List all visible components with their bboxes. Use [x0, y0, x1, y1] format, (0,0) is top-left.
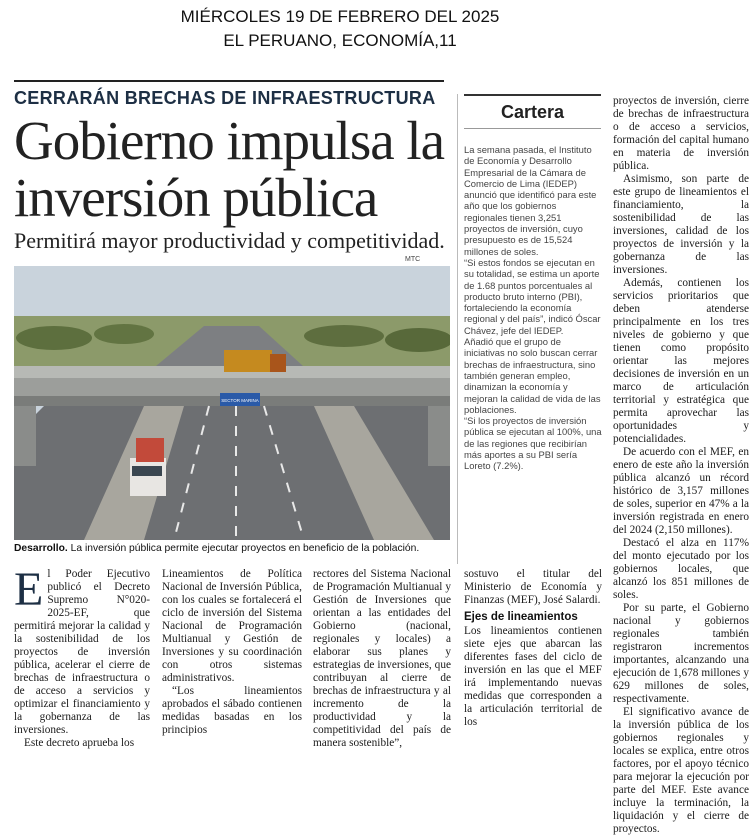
col1-paragraph-1: l Poder Ejecutivo publicó el Decreto Supremo N°020-2025-EF, que permitirá mejorar la calidad y la sostenibilidad de los proyectos de inversión pública, acelerar el cierre de brechas de infraestructura o de acceso a servicios y optimizar el financiamiento y la gobernanza de las inversiones. — [14, 568, 150, 736]
col3-paragraph-1: rectores del Sistema Nacional de Programación Multianual y Gestión de Inversiones que orientan a las entidades del Gobierno (nacional, regionales y locales) a elaborar sus planes y estrategias de inversiones, que contribuyan al cierre de brechas de infraestructura y al incremento de la productividad y la competitividad del país de manera sostenible”, — [313, 568, 451, 749]
photo-road-sign-text: SECTOR MARINA — [221, 398, 259, 403]
publication-date: MIÉRCOLES 19 DE FEBRERO DEL 2025 — [180, 7, 500, 26]
publication-source: EL PERUANO, ECONOMÍA,11 — [223, 31, 457, 50]
caption-lead: Desarrollo. — [14, 543, 68, 554]
col1-paragraph-2: Este decreto aprueba los — [24, 737, 135, 749]
highway-photo — [14, 266, 450, 540]
column-divider — [457, 94, 458, 564]
col4-paragraph-1: sostuvo el titular del Ministerio de Economía y Finanzas (MEF), José Salardi. — [464, 568, 602, 606]
column-1 — [14, 563, 150, 750]
col5-paragraph-7: El significativo avance de la inversión pública de los gobiernos regionales y locales se explica, entre otros factores, por el apoyo técnico para mejorar la ejecución por parte del MEF. Este avance incluye la terminación, la liquidación y el cierre de proyectos. — [613, 706, 749, 835]
photo-credit: MTC — [405, 256, 421, 263]
col4-paragraph-2: Los lineamientos contienen siete ejes que abarcan las diferentes fases del ciclo de inversión en las que el MEF irá implementando nuevas medidas que corresponden a la articulación territorial de los — [464, 625, 602, 728]
caption-text: La inversión pública permite ejecutar proyectos en beneficio de la población. — [67, 543, 420, 554]
column-4 — [464, 568, 602, 729]
cartera-header — [464, 94, 601, 129]
col2-paragraph-1: Lineamientos de Política Nacional de Inversión Pública, con los cuales se fortalecerá el ciclo de inversión del Sistema Nacional de Programación Multianual y Gestión de Inversiones y su coordinación con otros sistemas administrativos. — [162, 568, 302, 684]
col5-paragraph-5: Destacó el alza en 117% del monto ejecutado por los gobiernos locales, que alcanzó los 851 millones de soles. — [613, 537, 749, 601]
col2-paragraph-2: “Los lineamientos aprobados el sábado contienen medidas basadas en los principios — [162, 685, 302, 736]
kicker-rule — [14, 80, 444, 82]
cartera-title: Cartera — [500, 102, 565, 122]
article-headline: Gobierno impulsa la inversión pública — [14, 110, 445, 228]
cartera-paragraph-1: La semana pasada, el Instituto de Economía y Desarrollo Empresarial de la Cámara de Comercio de Lima (IEDEP) anunció que identificó para este año que los gobiernos regionales tienen 3,251 proyectos de inversión, cuyo presupuesto es de 15,524 millones de soles. — [464, 144, 597, 257]
photo-white-truck — [130, 458, 166, 496]
cartera-sidebar — [464, 144, 602, 472]
col5-paragraph-4: De acuerdo con el MEF, en enero de este año la inversión pública alcanzó un récord histórico de 3,157 millones de soles, superior en 47% a la inversión registrada en enero del 2024 (2,150 millones). — [613, 446, 749, 536]
photo-caption — [14, 542, 454, 556]
column-2 — [162, 568, 302, 737]
col5-paragraph-1: proyectos de inversión, cierre de brechas de infraestructura o de acceso a servicios, formación del capital humano en materia de inversión pública. — [613, 95, 749, 172]
photo-truck-on-bridge — [224, 350, 272, 372]
article-subhead: Permitirá mayor productividad y competitividad. — [14, 228, 445, 253]
cartera-paragraph-4: “Si los proyectos de inversión pública se ejecutan al 100%, una de las regiones que recibirían más aportes a su PBI sería Loreto (7.2%). — [464, 415, 602, 472]
column-5 — [613, 95, 749, 836]
col4-subtitle: Ejes de lineamientos — [464, 611, 578, 623]
col5-paragraph-3: Además, contienen los servicios prioritarios que deben atenderse principalmente en los tres niveles de gobierno y que tienen como propósito orientar las mejores decisiones de inversión en un marco de articulación territorial y estratégica que permita aprovechar las oportunidades y potencialidades. — [613, 277, 749, 445]
col5-paragraph-2: Asimismo, son parte de este grupo de lineamientos el financiamiento, la sostenibilidad de las inversiones, calidad de los proyectos de inversión y la gobernanza de las inversiones. — [613, 173, 749, 276]
cartera-paragraph-3: Añadió que el grupo de iniciativas no solo buscan cerrar brechas de infraestructura, sino también generan empleo, dinamizan la economía y mejoran la calidad de vida de las poblaciones. — [464, 336, 601, 415]
drop-cap: E — [14, 563, 44, 616]
article-kicker: CERRARÁN BRECHAS DE INFRAESTRUCTURA — [14, 88, 436, 108]
column-3 — [313, 568, 451, 750]
col5-paragraph-6: Por su parte, el Gobierno nacional y gobiernos regionales también registraron incrementos importantes, alcanzando una ejecución de 1,678 millones y 629 millones de soles, respectivamente. — [613, 602, 749, 705]
cartera-paragraph-2: “Si estos fondos se ejecutan en su totalidad, se estima un aporte de 1.68 puntos porcentuales al producto bruto interno (PBI), fortaleciendo la economía regional y del país”, indicó Óscar Chávez, jefe del IEDEP. — [464, 256, 601, 336]
